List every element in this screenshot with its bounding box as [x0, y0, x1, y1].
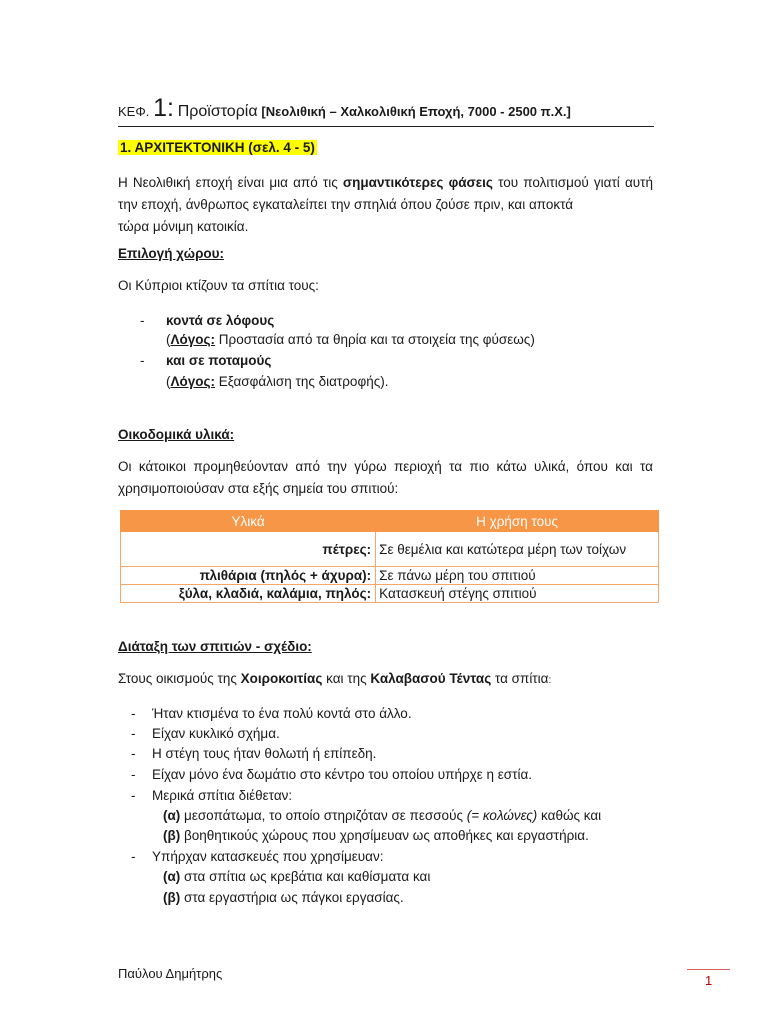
layout-subitem — [163, 890, 404, 905]
site-reason-1 — [166, 332, 535, 347]
materials-heading: Οικοδομικά υλικά: — [118, 427, 235, 442]
layout-item: Είχαν κυκλικό σχήμα. — [152, 726, 280, 741]
intro-text-1: Η Νεολιθική εποχή είναι μια από τις — [118, 175, 338, 190]
sub-text-end: καθώς και — [537, 808, 602, 823]
sub-label: (β) — [163, 890, 181, 905]
paren-open: ( — [166, 374, 171, 389]
reason-text: Εξασφάλιση της διατροφής). — [215, 374, 389, 389]
reason-text: Προστασία από τα θηρία και τα στοιχεία της φύσεως) — [215, 332, 535, 347]
layout-subitem — [163, 869, 430, 884]
footer-rule — [687, 969, 730, 970]
layout-intro-colon: : — [548, 675, 552, 686]
chapter-prefix: ΚΕΦ. — [118, 104, 150, 119]
table-cell-material: πέτρες: — [121, 532, 376, 567]
sub-text: βοηθητικούς χώρους που χρησίμευαν ως αποθήκες και εργαστήρια. — [180, 828, 589, 843]
settlement-choirokoitia: Χοιροκοιτίας — [240, 671, 323, 686]
bullet-dash: - — [131, 706, 136, 721]
bullet-dash: - — [140, 353, 145, 368]
site-bullet-2: και σε ποταμούς — [166, 353, 272, 368]
layout-item: Είχαν μόνο ένα δωμάτιο στο κέντρο του οποίου υπήρχε η εστία. — [152, 767, 533, 782]
layout-item: Μερικά σπίτια διέθεταν: — [152, 788, 293, 803]
layout-intro — [118, 671, 551, 686]
table-cell-material: ξύλα, κλαδιά, καλάμια, πηλός: — [121, 585, 376, 603]
layout-subitem — [163, 828, 589, 843]
settlement-kalavasos: Καλαβασού Τέντας — [370, 671, 492, 686]
layout-item: Ήταν κτισμένα το ένα πολύ κοντά στο άλλο. — [152, 706, 412, 721]
layout-intro-a: Στους οικισμούς της — [118, 671, 241, 686]
reason-label: Λόγος: — [170, 374, 216, 389]
page-number: 1 — [705, 973, 713, 988]
chapter-period: [Νεολιθική – Χαλκολιθική Εποχή, 7000 - 2500 π.Χ.] — [261, 104, 571, 119]
paren-open: ( — [166, 332, 171, 347]
intro-paragraph — [118, 172, 653, 238]
sub-text: στα εργαστήρια ως πάγκοι εργασίας. — [180, 890, 404, 905]
section-heading-architecture: 1. ΑΡΧΙΤΕΚΤΟΝΙΚΗ (σελ. 4 - 5) — [120, 140, 315, 155]
sub-label: (β) — [163, 828, 181, 843]
table-header-use: Η χρήση τους — [376, 511, 659, 532]
sub-italic: (= κολώνες) — [466, 808, 538, 823]
title-rule — [118, 126, 654, 127]
site-text: Οι Κύπριοι κτίζουν τα σπίτια τους: — [118, 278, 319, 293]
materials-text: Οι κάτοικοι προμηθεύονταν από την γύρω περιοχή τα πιο κάτω υλικά, όπου και τα χρησιμοποιούσαν στα εξής σημεία του σπιτιού: — [118, 459, 653, 496]
bullet-dash: - — [131, 788, 136, 803]
table-row — [121, 585, 659, 603]
table-row — [121, 532, 659, 567]
intro-text-bold: σημαντικότερες φάσεις — [342, 175, 493, 190]
site-bullet-1: κοντά σε λόφους — [166, 313, 275, 328]
sub-label: (α) — [163, 869, 181, 884]
bullet-dash: - — [131, 746, 136, 761]
table-header-materials: Υλικά — [121, 511, 376, 532]
bullet-dash: - — [131, 726, 136, 741]
intro-text-2: του πολιτισμού γιατί αυτή την εποχή, άνθρωπος εγκαταλείπει την σπηλιά όπου ζούσε πριν, και αποκτά — [118, 175, 653, 212]
table-row — [121, 567, 659, 585]
author-name: Παύλου Δημήτρης — [118, 966, 223, 981]
sub-text: στα σπίτια ως κρεβάτια και καθίσματα και — [180, 869, 431, 884]
table-header-row — [121, 511, 659, 532]
site-reason-2 — [166, 374, 388, 389]
document-title — [118, 96, 571, 121]
sub-text: μεσοπάτωμα, το οποίο στηριζόταν σε πεσσούς — [180, 808, 467, 823]
layout-intro-c: και της — [322, 671, 371, 686]
layout-item: Υπήρχαν κατασκευές που χρησίμευαν: — [152, 849, 384, 864]
table-cell-use: Σε θεμέλια και κατώτερα μέρη των τοίχων — [376, 532, 659, 567]
table-cell-use: Σε πάνω μέρη του σπιτιού — [376, 567, 659, 585]
chapter-number: 1: — [153, 94, 174, 122]
layout-heading: Διάταξη των σπιτιών - σχέδιο: — [118, 639, 312, 654]
materials-table — [120, 510, 659, 603]
layout-item: Η στέγη τους ήταν θολωτή ή επίπεδη. — [152, 746, 377, 761]
layout-intro-e: τα σπίτια — [491, 671, 549, 686]
site-heading: Επιλογή χώρου: — [118, 246, 225, 261]
bullet-dash: - — [131, 849, 136, 864]
table-cell-use: Κατασκευή στέγης σπιτιού — [376, 585, 659, 603]
intro-text-3: τώρα μόνιμη κατοικία. — [118, 219, 249, 234]
reason-label: Λόγος: — [170, 332, 216, 347]
chapter-name: Προϊστορία — [177, 103, 258, 120]
bullet-dash: - — [140, 313, 145, 328]
sub-label: (α) — [163, 808, 181, 823]
table-cell-material: πλιθάρια (πηλός + άχυρα): — [121, 567, 376, 585]
bullet-dash: - — [131, 767, 136, 782]
layout-subitem — [163, 808, 601, 823]
